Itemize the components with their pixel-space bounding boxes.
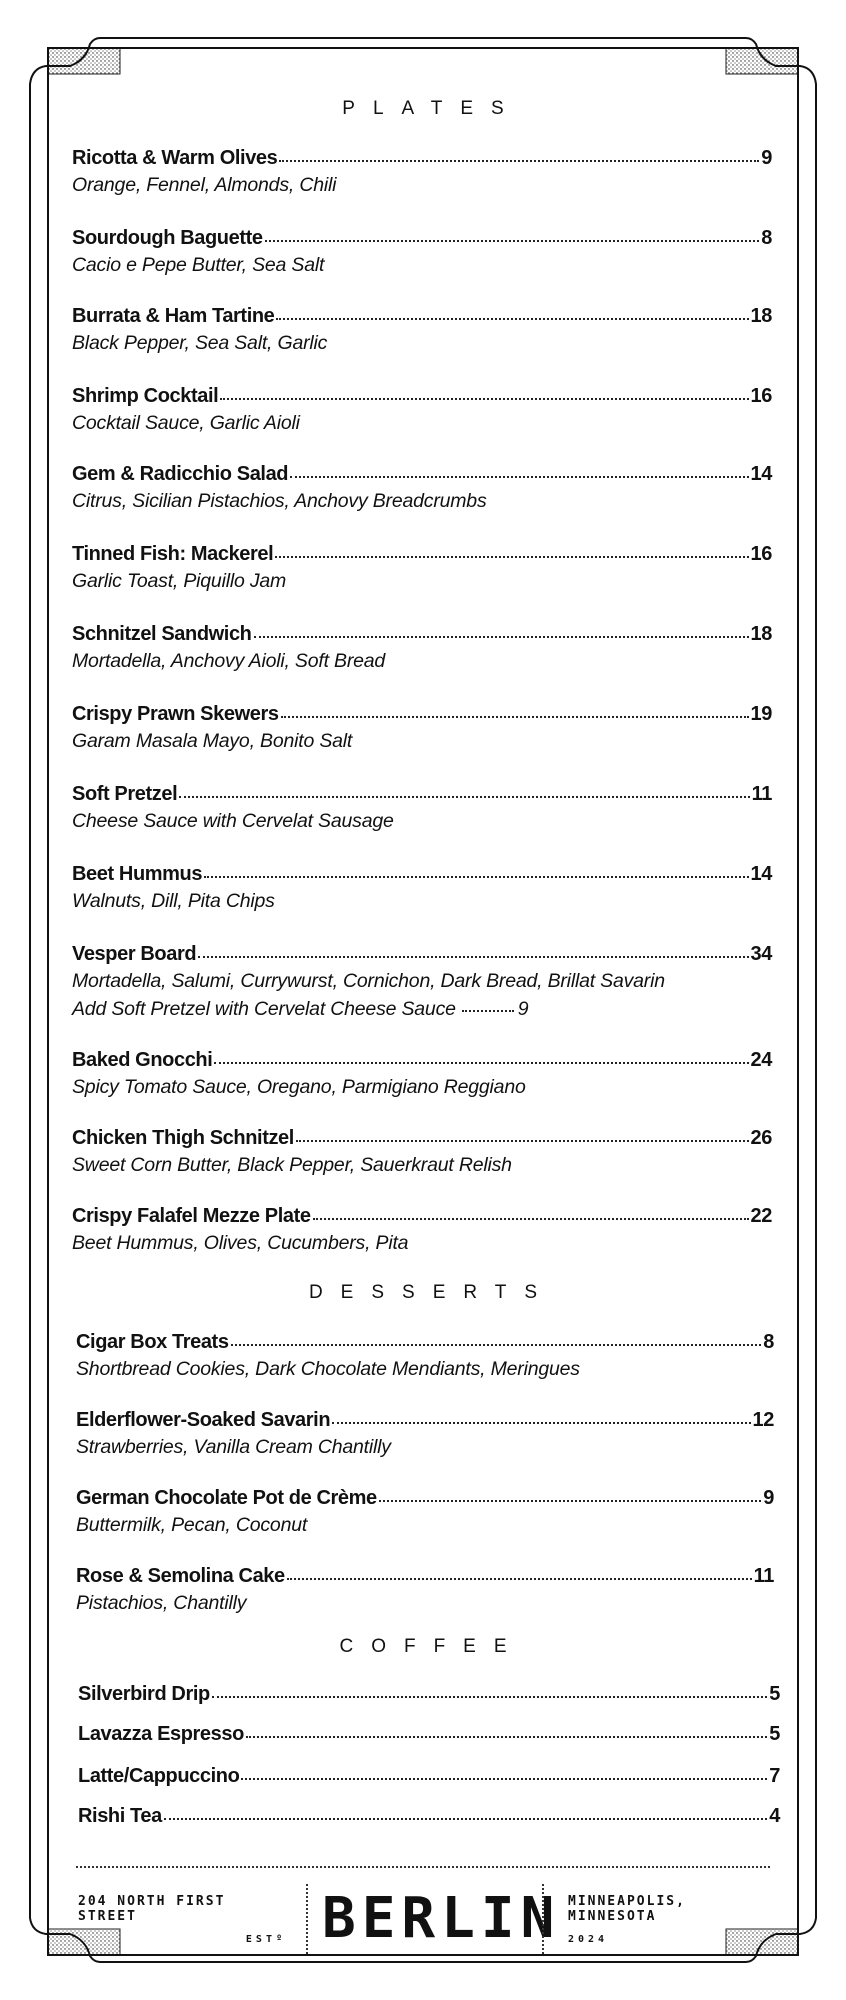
menu-item xyxy=(78,1722,780,1746)
item-name: Chicken Thigh Schnitzel xyxy=(72,1127,294,1149)
item-price: 12 xyxy=(752,1409,774,1431)
item-description: Cocktail Sauce, Garlic Aioli xyxy=(72,412,300,434)
item-description: Beet Hummus, Olives, Cucumbers, Pita xyxy=(72,1232,409,1254)
coffee-section-title: COFFEE xyxy=(339,1636,525,1657)
item-description: Pistachios, Chantilly xyxy=(76,1592,247,1614)
item-price: 18 xyxy=(750,623,772,645)
leader-dots xyxy=(281,716,749,718)
menu-item xyxy=(72,384,772,436)
item-price: 5 xyxy=(769,1723,780,1745)
item-description: Garlic Toast, Piquillo Jam xyxy=(72,570,287,592)
leader-dots xyxy=(164,1818,767,1820)
item-price: 14 xyxy=(750,463,772,485)
item-price: 34 xyxy=(750,943,772,965)
footer-address-block xyxy=(78,1894,286,1945)
item-price: 7 xyxy=(769,1765,780,1787)
item-description: Mortadella, Anchovy Aioli, Soft Bread xyxy=(72,650,386,672)
menu-item xyxy=(78,1804,780,1828)
leader-dots xyxy=(313,1218,749,1220)
footer-separator xyxy=(542,1884,544,1954)
menu-item xyxy=(76,1330,774,1382)
menu-item xyxy=(78,1764,780,1788)
footer-address: 204 NORTH FIRST STREET xyxy=(78,1894,226,1924)
item-description: Strawberries, Vanilla Cream Chantilly xyxy=(76,1436,391,1458)
item-description: Mortadella, Salumi, Currywurst, Cornichon, Dark Bread, Brillat Savarin xyxy=(72,970,665,992)
item-description: Sweet Corn Butter, Black Pepper, Sauerkraut Relish xyxy=(72,1154,512,1176)
leader-dots xyxy=(231,1344,762,1346)
leader-dots xyxy=(212,1696,767,1698)
corner-ornament-tr xyxy=(726,48,798,74)
menu-item xyxy=(72,862,772,914)
menu-item xyxy=(72,702,772,754)
leader-dots xyxy=(296,1140,749,1142)
item-name: Lavazza Espresso xyxy=(78,1723,244,1745)
footer-divider xyxy=(76,1866,770,1868)
item-name: Crispy Prawn Skewers xyxy=(72,703,279,725)
menu-item xyxy=(78,1682,780,1706)
item-description: Orange, Fennel, Almonds, Chili xyxy=(72,174,337,196)
item-price: 9 xyxy=(761,147,772,169)
menu-item xyxy=(76,1408,774,1460)
item-name: Tinned Fish: Mackerel xyxy=(72,543,274,565)
leader-dots xyxy=(332,1422,750,1424)
leader-dots xyxy=(254,636,749,638)
footer-est: ESTº xyxy=(245,1934,286,1945)
leader-dots xyxy=(214,1062,748,1064)
item-name: Rishi Tea xyxy=(78,1805,162,1827)
item-name: Shrimp Cocktail xyxy=(72,385,219,407)
item-price: 26 xyxy=(750,1127,772,1149)
leader-dots xyxy=(287,1578,752,1580)
item-name: Soft Pretzel xyxy=(72,783,178,805)
leader-dots xyxy=(279,160,759,162)
item-name: Latte/Cappuccino xyxy=(78,1765,240,1787)
desserts-section-title: DESSERTS xyxy=(308,1282,556,1303)
leader-dots xyxy=(220,398,748,400)
item-description: Buttermilk, Pecan, Coconut xyxy=(76,1514,308,1536)
addon-price: 9 xyxy=(517,998,529,1020)
leader-dots xyxy=(265,240,760,242)
item-price: 24 xyxy=(750,1049,772,1071)
menu-item xyxy=(72,462,772,514)
item-price: 11 xyxy=(753,1565,774,1587)
menu-item xyxy=(72,622,772,674)
menu-item xyxy=(72,1048,772,1100)
item-name: Elderflower-Soaked Savarin xyxy=(76,1409,331,1431)
menu-item xyxy=(76,1564,774,1616)
footer-city: MINNEAPOLIS, MINNESOTA xyxy=(568,1894,686,1924)
item-price: 14 xyxy=(750,863,772,885)
footer-city-block xyxy=(568,1894,778,1945)
item-name: Rose & Semolina Cake xyxy=(76,1565,285,1587)
leader-dots xyxy=(198,956,748,958)
leader-dots xyxy=(276,318,748,320)
plates-section-title: PLATES xyxy=(342,98,522,119)
leader-dots xyxy=(246,1736,767,1738)
item-name: Beet Hummus xyxy=(72,863,203,885)
item-name: Gem & Radicchio Salad xyxy=(72,463,289,485)
item-name: Crispy Falafel Mezze Plate xyxy=(72,1205,311,1227)
leader-dots xyxy=(462,1010,514,1012)
item-price: 19 xyxy=(750,703,772,725)
item-price: 9 xyxy=(763,1487,774,1509)
corner-ornament-tl xyxy=(48,48,120,74)
item-name: Cigar Box Treats xyxy=(76,1331,229,1353)
leader-dots xyxy=(241,1778,767,1780)
item-addon xyxy=(72,996,772,1022)
brand-logo: BERLIN xyxy=(322,1886,561,1951)
menu-item xyxy=(72,1126,772,1178)
leader-dots xyxy=(290,476,748,478)
item-name: Burrata & Ham Tartine xyxy=(72,305,275,327)
leader-dots xyxy=(204,876,748,878)
menu-item xyxy=(72,942,772,1022)
leader-dots xyxy=(179,796,749,798)
item-price: 8 xyxy=(761,227,772,249)
item-description: Cheese Sauce with Cervelat Sausage xyxy=(72,810,394,832)
item-price: 16 xyxy=(750,543,772,565)
menu-item xyxy=(72,226,772,278)
item-description: Citrus, Sicilian Pistachios, Anchovy Breadcrumbs xyxy=(72,490,487,512)
menu-item xyxy=(72,782,772,834)
menu-item xyxy=(72,304,772,356)
item-description: Shortbread Cookies, Dark Chocolate Mendiants, Meringues xyxy=(76,1358,580,1380)
menu-item xyxy=(72,542,772,594)
item-name: Sourdough Baguette xyxy=(72,227,263,249)
item-name: German Chocolate Pot de Crème xyxy=(76,1487,377,1509)
menu-item xyxy=(72,1204,772,1256)
item-description: Black Pepper, Sea Salt, Garlic xyxy=(72,332,328,354)
footer-year: 2024 xyxy=(568,1934,609,1945)
menu-item xyxy=(76,1486,774,1538)
item-description: Cacio e Pepe Butter, Sea Salt xyxy=(72,254,325,276)
item-price: 4 xyxy=(769,1805,780,1827)
addon-text: Add Soft Pretzel with Cervelat Cheese Sauce xyxy=(72,998,456,1020)
item-description: Garam Masala Mayo, Bonito Salt xyxy=(72,730,353,752)
footer-separator xyxy=(306,1884,308,1954)
item-description: Spicy Tomato Sauce, Oregano, Parmigiano Reggiano xyxy=(72,1076,526,1098)
item-name: Schnitzel Sandwich xyxy=(72,623,252,645)
item-name: Vesper Board xyxy=(72,943,197,965)
item-name: Silverbird Drip xyxy=(78,1683,210,1705)
item-price: 16 xyxy=(750,385,772,407)
menu-item xyxy=(72,146,772,198)
item-price: 22 xyxy=(750,1205,772,1227)
item-price: 8 xyxy=(763,1331,774,1353)
item-name: Ricotta & Warm Olives xyxy=(72,147,278,169)
leader-dots xyxy=(379,1500,762,1502)
item-price: 11 xyxy=(751,783,772,805)
item-price: 18 xyxy=(750,305,772,327)
item-name: Baked Gnocchi xyxy=(72,1049,213,1071)
item-description: Walnuts, Dill, Pita Chips xyxy=(72,890,275,912)
item-price: 5 xyxy=(769,1683,780,1705)
leader-dots xyxy=(275,556,748,558)
